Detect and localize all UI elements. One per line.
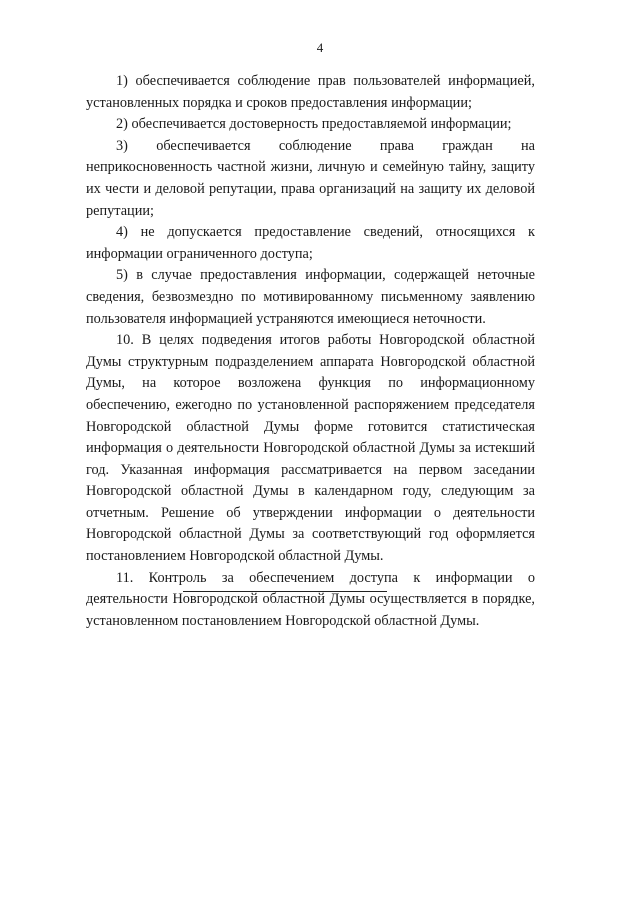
list-item-1: 1) обеспечивается соблюдение прав пользователей информацией, установленных порядка и сроков предоставления информации; xyxy=(86,73,535,111)
page-number: 4 xyxy=(316,40,324,55)
list-item-5: 5) в случае предоставления информации, содержащей неточные сведения, безвозмездно по мотивированному письменному заявлению пользователя информацией устраняются имеющиеся неточности. xyxy=(86,267,535,327)
end-separator-line xyxy=(183,591,387,592)
section-11-paragraph: 11. Контроль за обеспечением доступа к информации о деятельности Новгородской областной Думы осуществляется в порядке, установленном постановлением Новгородской областной Думы. xyxy=(86,569,535,629)
list-item-3: 3) обеспечивается соблюдение права граждан на неприкосновенность частной жизни, личную и семейную тайну, защиту их чести и деловой репутации, права организаций на защиту их деловой репутации; xyxy=(86,137,535,219)
document-body xyxy=(86,71,535,632)
list-item-2: 2) обеспечивается достоверность предоставляемой информации; xyxy=(116,116,512,133)
section-10-paragraph: 10. В целях подведения итогов работы Новгородской областной Думы структурным подразделением аппарата Новгородской областной Думы, на которое возложена функция по информационному обеспечению, ежегодно по установленной распоряжением председателя Новгородской областной Думы форме готовится статистическая информация о деятельности Новгородской областной Думы за истекший год. Указанная информация рассматривается на первом заседании Новгородской областной Думы в календарном году, следующим за отчетным. Решение об утверждении информации о деятельности Новгородской областной Думы за соответствующий год оформляется постановлением Новгородской областной Думы. xyxy=(86,332,535,565)
list-item-4: 4) не допускается предоставление сведений, относящихся к информации ограниченного доступа; xyxy=(86,224,535,262)
